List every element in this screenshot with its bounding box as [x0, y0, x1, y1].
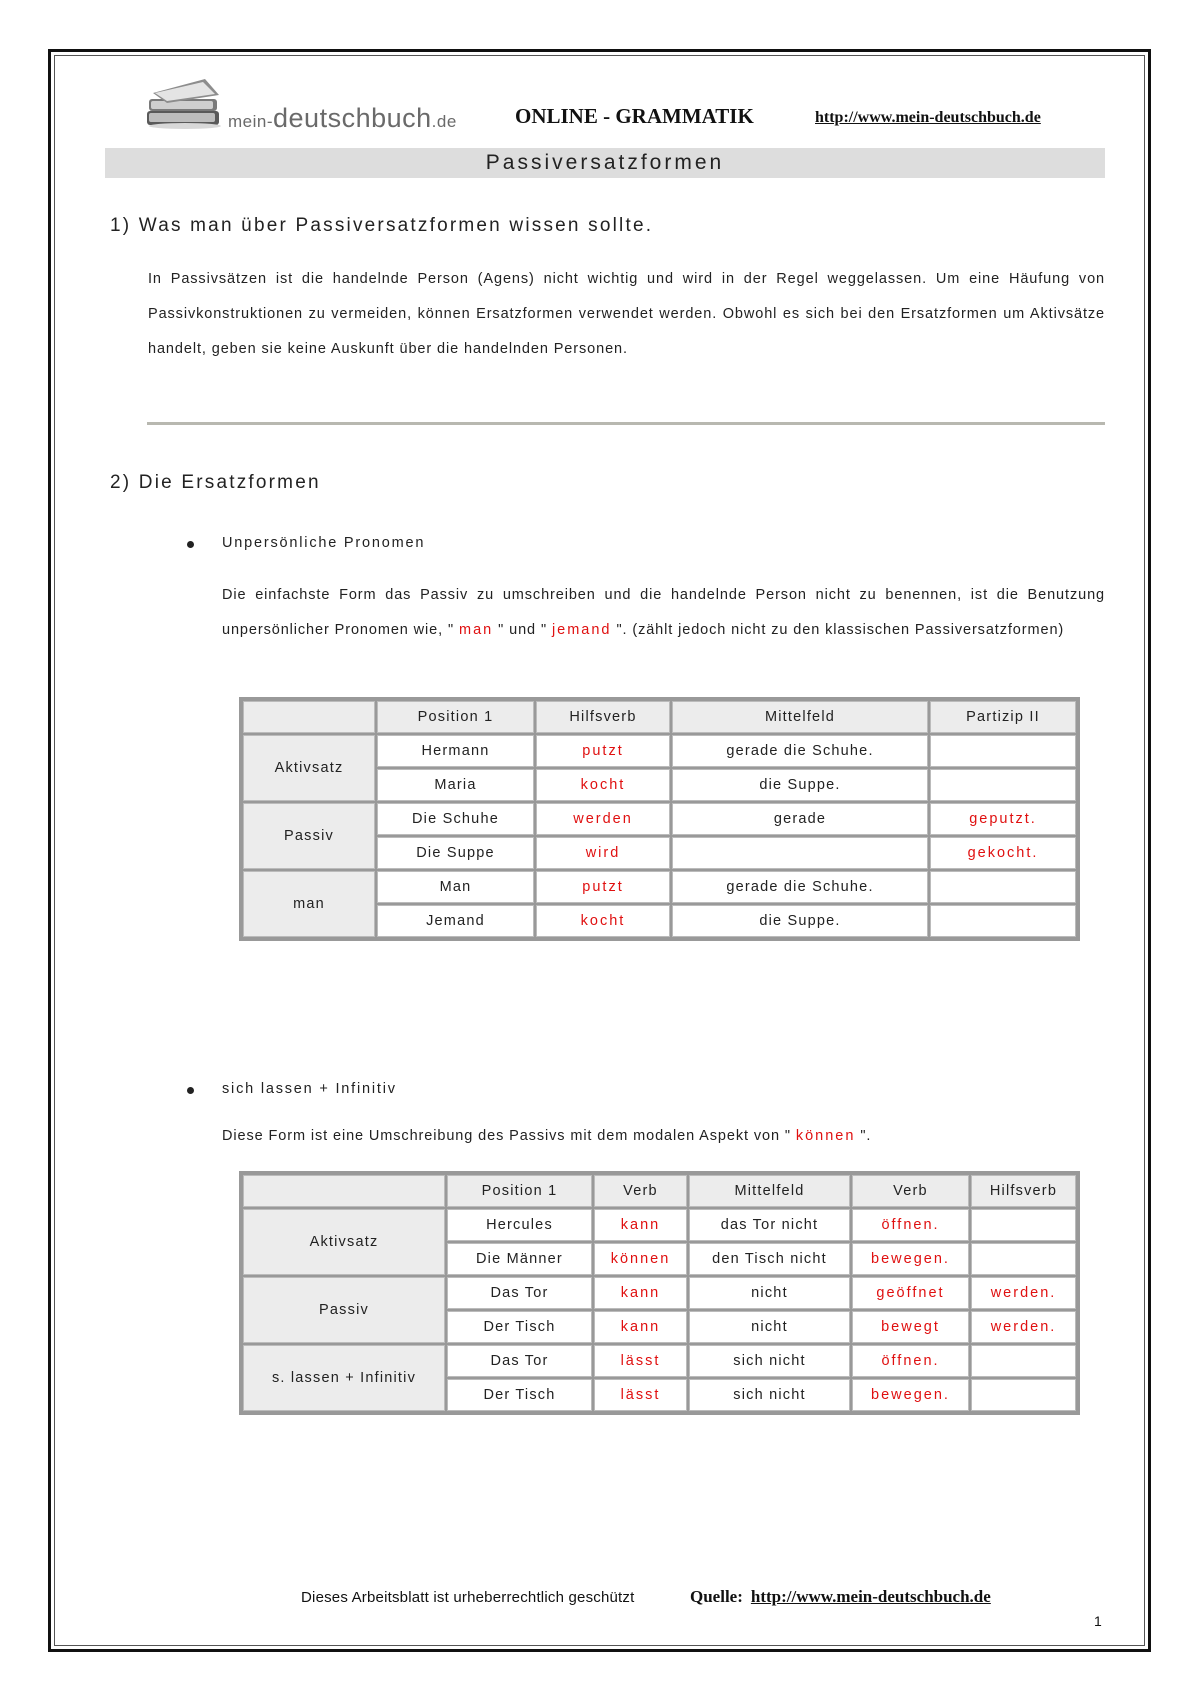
table-cell: Das Tor [447, 1345, 592, 1377]
table-cell [930, 871, 1076, 903]
pronomen-text: Die einfachste Form das Passiv zu umschreiben und die handelnde Person nicht zu benennen, ist die Benutzung unpersönlicher Pronomen wie, " man " und " jemand ". (zählt jedoch nicht zu den klassischen Passiversatzformen) [222, 587, 1105, 638]
table-cell: Jemand [377, 905, 534, 937]
header-url-link[interactable]: http://www.mein-deutschbuch.de [815, 109, 1041, 126]
table-cell: öffnen. [852, 1345, 969, 1377]
table-cell: gerade [672, 803, 928, 835]
table-row [243, 1345, 1076, 1377]
table-cell [930, 735, 1076, 767]
source-line: Quelle: http://www.mein-deutschbuch.de [690, 1587, 991, 1606]
table-cell: kocht [536, 905, 670, 937]
bullet-label-lassen: sich lassen + Infinitiv [222, 1081, 397, 1097]
bullet-label-pronomen: Unpersönliche Pronomen [222, 535, 426, 551]
table-cell: lässt [594, 1379, 687, 1411]
table-header-cell: Hilfsverb [536, 701, 670, 733]
table-header-cell: Hilfsverb [971, 1175, 1076, 1207]
row-group-label: Passiv [243, 803, 375, 869]
table-cell: Hermann [377, 735, 534, 767]
table-cell: sich nicht [689, 1379, 850, 1411]
table-header-cell: Verb [852, 1175, 969, 1207]
row-group-label: Aktivsatz [243, 1209, 445, 1275]
table-cell: Die Schuhe [377, 803, 534, 835]
table-cell: werden [536, 803, 670, 835]
section-1-text: In Passivsätzen ist die handelnde Person (Agens) nicht wichtig und wird in der Regel weggelassen. Um eine Häufung von Passivkonstruktionen zu vermeiden, können Ersatzformen verwendet werden. Obwohl es sich bei den Ersatzformen um Aktivsätze handelt, geben sie keine Auskunft über die handelnden Personen. [148, 271, 1105, 357]
table-cell: Der Tisch [447, 1379, 592, 1411]
table-header-cell: Mittelfeld [689, 1175, 850, 1207]
table-cell: gekocht. [930, 837, 1076, 869]
table-cell: gerade die Schuhe. [672, 735, 928, 767]
table-cell: kocht [536, 769, 670, 801]
table-row [243, 735, 1076, 767]
copyright-notice: Dieses Arbeitsblatt ist urheberrechtlich geschützt [301, 1589, 635, 1606]
table-cell: nicht [689, 1311, 850, 1343]
table-cell: wird [536, 837, 670, 869]
table-cell: den Tisch nicht [689, 1243, 850, 1275]
section-2-heading: 2) Die Ersatzformen [110, 472, 321, 493]
table-cell: nicht [689, 1277, 850, 1309]
row-group-label: Aktivsatz [243, 735, 375, 801]
table-cell [672, 837, 928, 869]
highlight-man: man [458, 622, 494, 638]
table-row [243, 803, 1076, 835]
table-header-cell: Mittelfeld [672, 701, 928, 733]
table-cell [930, 905, 1076, 937]
table-cell: öffnen. [852, 1209, 969, 1241]
table-cell: bewegt [852, 1311, 969, 1343]
lassen-table [239, 1171, 1080, 1415]
brand-logo-text: mein-deutschbuch.de [228, 103, 457, 133]
highlight-koennen: können [795, 1128, 856, 1144]
books-logo-icon [145, 73, 225, 129]
table-cell: putzt [536, 735, 670, 767]
lassen-text: Diese Form ist eine Umschreibung des Passivs mit dem modalen Aspekt von " können ". [222, 1128, 872, 1144]
table-cell: Das Tor [447, 1277, 592, 1309]
table-cell: kann [594, 1209, 687, 1241]
table-header-cell [243, 1175, 445, 1207]
page-title: Passiversatzformen [105, 148, 1105, 178]
table-cell [930, 769, 1076, 801]
table-header-cell: Position 1 [377, 701, 534, 733]
table-cell: geputzt. [930, 803, 1076, 835]
table-cell: die Suppe. [672, 769, 928, 801]
table-cell [971, 1379, 1076, 1411]
table-cell: kann [594, 1311, 687, 1343]
bullet-icon [187, 1087, 194, 1094]
page-number: 1 [1094, 1613, 1102, 1629]
table-cell: werden. [971, 1277, 1076, 1309]
table-header-cell: Verb [594, 1175, 687, 1207]
table-header-cell [243, 701, 375, 733]
table-row [243, 1277, 1076, 1309]
table-cell: lässt [594, 1345, 687, 1377]
table-header-cell: Position 1 [447, 1175, 592, 1207]
table-row [243, 1209, 1076, 1241]
table-cell: Der Tisch [447, 1311, 592, 1343]
table-cell: Die Männer [447, 1243, 592, 1275]
table-cell: sich nicht [689, 1345, 850, 1377]
table-cell: das Tor nicht [689, 1209, 850, 1241]
table-cell: bewegen. [852, 1379, 969, 1411]
table-cell: Maria [377, 769, 534, 801]
bullet-icon [187, 541, 194, 548]
table-cell: werden. [971, 1311, 1076, 1343]
table-cell [971, 1209, 1076, 1241]
row-group-label: Passiv [243, 1277, 445, 1343]
table-cell: Man [377, 871, 534, 903]
table-cell: die Suppe. [672, 905, 928, 937]
table-row [243, 871, 1076, 903]
footer-url-link[interactable]: http://www.mein-deutschbuch.de [750, 1587, 991, 1606]
table-cell [971, 1345, 1076, 1377]
highlight-jemand: jemand [551, 622, 612, 638]
table-cell: Die Suppe [377, 837, 534, 869]
table-cell [971, 1243, 1076, 1275]
table-cell: kann [594, 1277, 687, 1309]
table-cell: geöffnet [852, 1277, 969, 1309]
row-group-label: s. lassen + Infinitiv [243, 1345, 445, 1411]
section-1-heading: 1) Was man über Passiversatzformen wissen sollte. [110, 215, 654, 236]
row-group-label: man [243, 871, 375, 937]
divider [147, 422, 1105, 425]
table-cell: können [594, 1243, 687, 1275]
online-grammatik-label: ONLINE - GRAMMATIK [515, 104, 754, 128]
table-cell: putzt [536, 871, 670, 903]
table-header-cell: Partizip II [930, 701, 1076, 733]
table-cell: Hercules [447, 1209, 592, 1241]
table-cell: bewegen. [852, 1243, 969, 1275]
table-cell: gerade die Schuhe. [672, 871, 928, 903]
pronomen-table [239, 697, 1080, 941]
